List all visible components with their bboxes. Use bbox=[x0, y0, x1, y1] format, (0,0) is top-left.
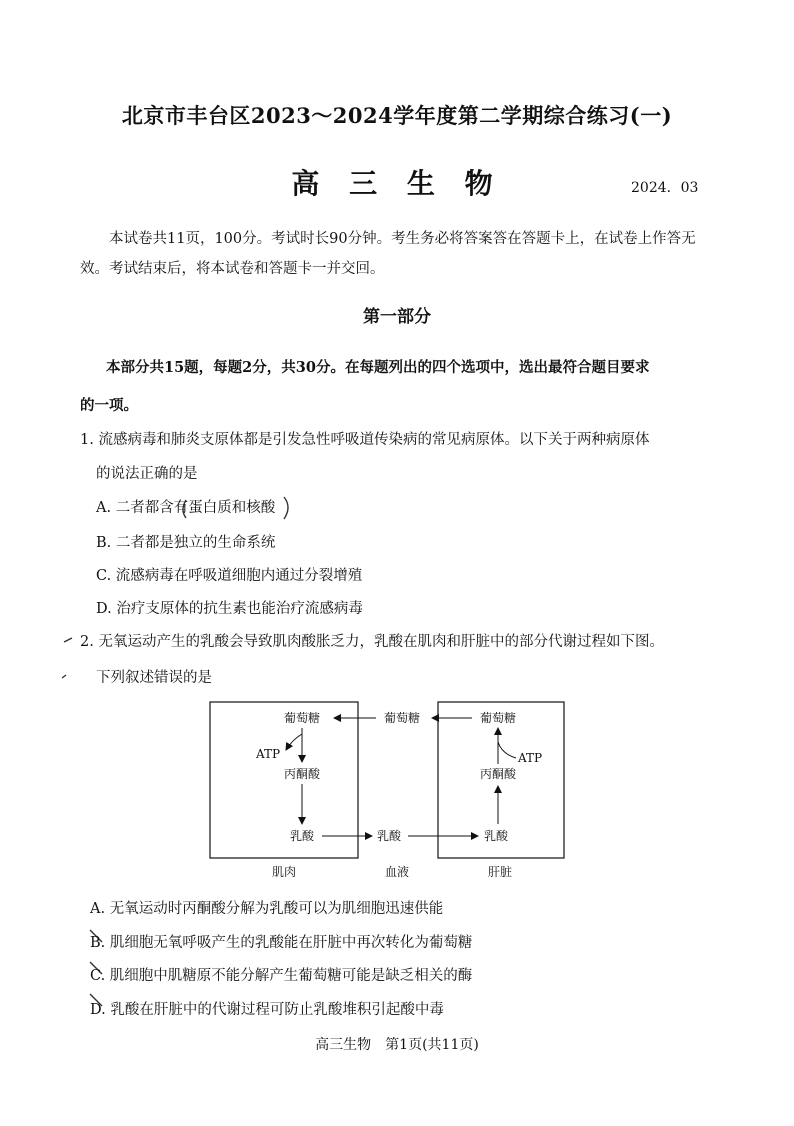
blood-lactate-label: 乳酸 bbox=[376, 829, 402, 843]
section-intro-line1: 本部分共15题，每题2分，共30分。在每题列出的四个选项中，选出最符合题目要求 bbox=[106, 359, 650, 376]
muscle-glucose-label: 葡萄糖 bbox=[283, 711, 321, 725]
blood-glucose-label: 葡萄糖 bbox=[383, 711, 421, 725]
q1-stem-line1: 1. 流感病毒和肺炎支原体都是引发急性呼吸道传染病的常见病原体。以下关于两种病原体 bbox=[80, 432, 650, 448]
q2-option-a: A. 无氧运动时丙酮酸分解为乳酸可以为肌细胞迅速供能 bbox=[90, 901, 444, 917]
q1-option-a: A. 二者都含有蛋白质和核酸 bbox=[96, 500, 276, 516]
pencil-mark-a-open bbox=[183, 500, 186, 518]
q2-option-c: C. 肌细胞中肌糖原不能分解产生葡萄糖可能是缺乏相关的酶 bbox=[90, 968, 473, 984]
muscle-pyruvate-label: 丙酮酸 bbox=[283, 767, 321, 781]
blood-label: 血液 bbox=[384, 865, 410, 879]
section-title: 第一部分 bbox=[363, 307, 431, 327]
section-intro-line2: 的一项。 bbox=[80, 397, 138, 414]
q2-stem-line2: 下列叙述错误的是 bbox=[96, 670, 212, 686]
arrow-muscle-atp-output bbox=[286, 734, 302, 750]
muscle-label: 肌肉 bbox=[271, 865, 297, 879]
muscle-atp-label: ATP bbox=[255, 747, 281, 761]
liver-atp-label: ATP bbox=[517, 751, 543, 765]
q2-stem-line1: 2. 无氧运动产生的乳酸会导致肌肉酸胀乏力，乳酸在肌肉和肝脏中的部分代谢过程如下图。 bbox=[80, 634, 664, 650]
muscle-lactate-label: 乳酸 bbox=[289, 829, 315, 843]
arrow-liver-atp-input bbox=[498, 742, 516, 758]
page-footer: 高三生物 第1页(共11页) bbox=[315, 1037, 479, 1053]
exam-title: 北京市丰台区2023～2024学年度第二学期综合练习(一) bbox=[121, 103, 673, 128]
lactate-metabolism-diagram bbox=[200, 696, 580, 882]
pencil-mark-a-close bbox=[284, 497, 288, 519]
pencil-mark-q2-check bbox=[64, 638, 72, 642]
liver-label: 肝脏 bbox=[487, 865, 513, 879]
q1-option-b: B. 二者都是独立的生命系统 bbox=[96, 535, 276, 551]
q1-option-c: C. 流感病毒在呼吸道细胞内通过分裂增殖 bbox=[96, 568, 363, 584]
pencil-mark-q2-tick bbox=[62, 675, 66, 678]
q2-option-d: D. 乳酸在肝脏中的代谢过程可防止乳酸堆积引起酸中毒 bbox=[90, 1002, 444, 1018]
exam-instructions: 本试卷共11页，100分。考试时长90分钟。考生务必将答案答在答题卡上，在试卷上作答无效。考试结束后，将本试卷和答题卡一并交回。 bbox=[80, 231, 696, 277]
q2-option-b: B. 肌细胞无氧呼吸产生的乳酸能在肝脏中再次转化为葡萄糖 bbox=[90, 935, 473, 951]
exam-date: 2024．03 bbox=[631, 180, 699, 196]
liver-lactate-label: 乳酸 bbox=[483, 829, 509, 843]
q1-stem-line2: 的说法正确的是 bbox=[96, 466, 198, 482]
liver-pyruvate-label: 丙酮酸 bbox=[479, 767, 517, 781]
exam-subject: 高 三 生 物 bbox=[291, 167, 503, 200]
liver-glucose-label: 葡萄糖 bbox=[479, 711, 517, 725]
q1-option-d: D. 治疗支原体的抗生素也能治疗流感病毒 bbox=[96, 601, 363, 617]
